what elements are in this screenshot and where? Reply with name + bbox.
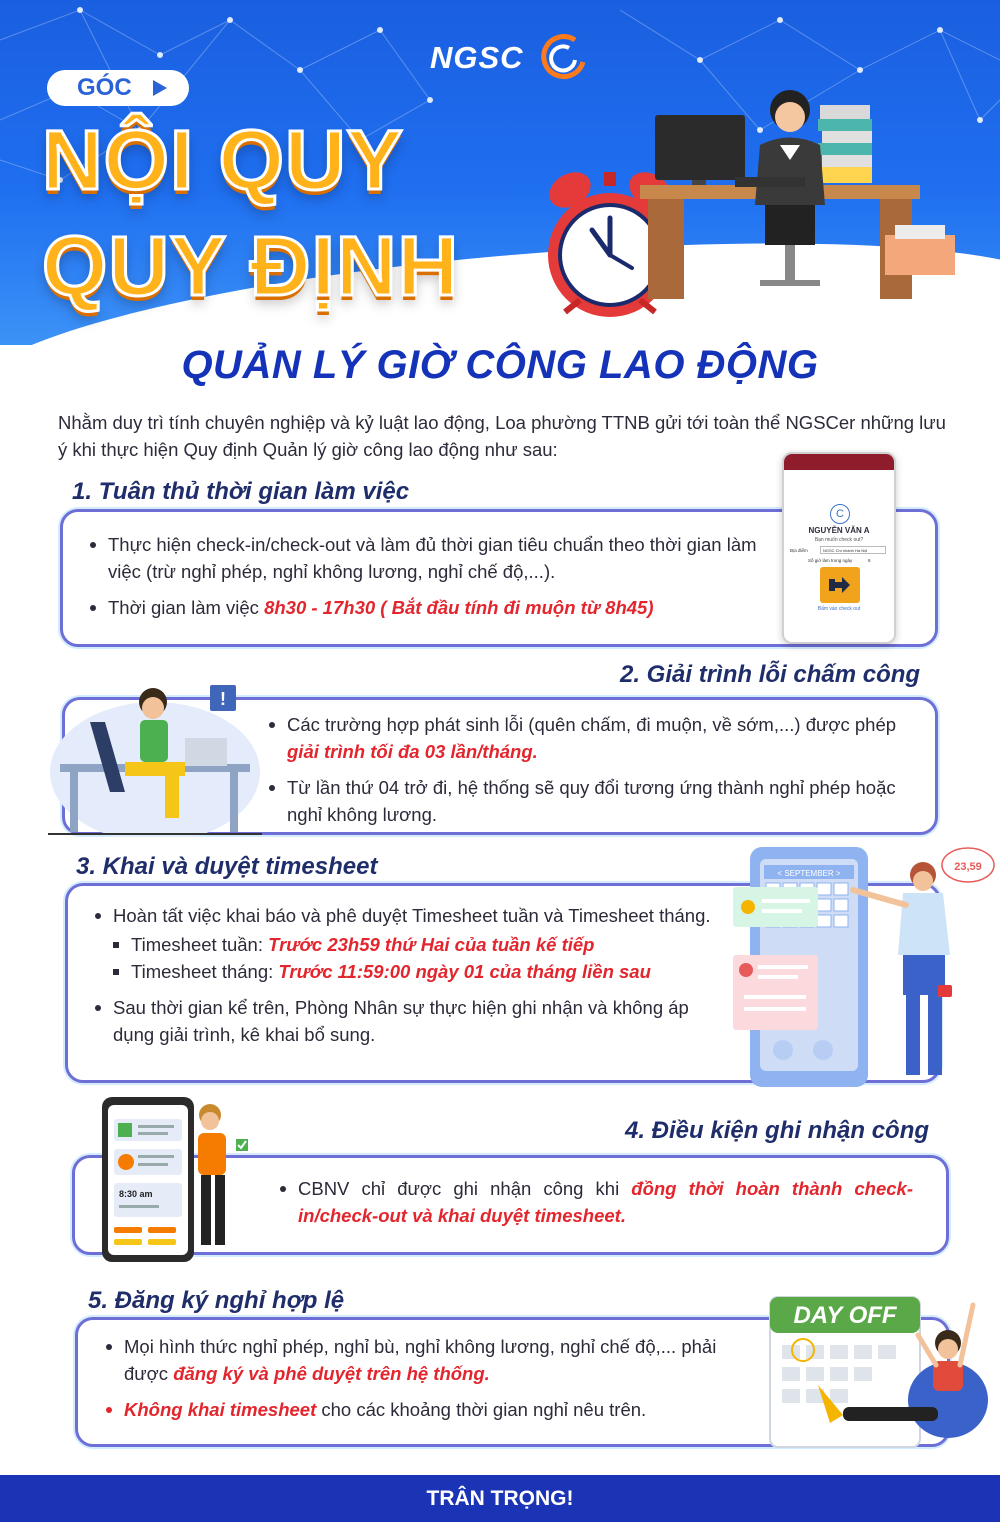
- phone-hours-value: 8: [868, 558, 871, 563]
- intro-paragraph: Nhằm duy trì tính chuyên nghiệp và kỷ luật lao động, Loa phường TTNB gửi tới toàn thể NGSCer những lưu ý khi thực hiện Quy định Quản lý giờ công lao động như sau:: [58, 412, 946, 460]
- list-item-text: Thời gian làm việc: [108, 597, 265, 618]
- list-item: Từ lần thứ 04 trở đi, hệ thống sẽ quy đổi tương ứng thành nghỉ phép hoặc nghỉ không lương.: [267, 774, 917, 828]
- clock-bubble-text: 23,59: [954, 861, 982, 873]
- list-item: [104, 1396, 754, 1423]
- list-item: [267, 711, 917, 765]
- title-line-2: QUY ĐỊNH: [42, 219, 460, 313]
- highlight-text: Trước 11:59:00 ngày 01 của tháng liền sau: [278, 961, 651, 982]
- corner-label-text: GÓC: [77, 74, 132, 101]
- phone-checkout-mockup: [782, 452, 896, 644]
- section-2-list: [267, 711, 917, 837]
- page-title: QUẢN LÝ GIỜ CÔNG LAO ĐỘNG: [181, 343, 819, 387]
- title-line-1: NỘI QUY: [42, 113, 404, 207]
- day-off-label: DAY OFF: [793, 1302, 897, 1329]
- section-5-list: [104, 1333, 754, 1432]
- section-1-list: [88, 531, 758, 630]
- phone-location-label: Địa điểm: [790, 548, 808, 553]
- checkout-caption: Bấm vào check out: [817, 606, 861, 612]
- list-item-text: Timesheet tháng:: [131, 961, 279, 982]
- highlight-text: Trước 23h59 thứ Hai của tuần kế tiếp: [268, 934, 595, 955]
- phone-location-select[interactable]: NGSC Chi nhánh Hà Nội: [820, 546, 886, 554]
- phone-user-name: NGUYỄN VĂN A: [808, 526, 870, 535]
- section-3-list: [93, 902, 733, 1057]
- phone-hours-label: Số giờ làm trong ngày: [808, 558, 853, 563]
- avatar: C: [830, 504, 850, 524]
- section-2-title: 2. Giải trình lỗi chấm công: [620, 661, 921, 688]
- calendar-phone-illustration: [728, 845, 998, 1090]
- timesheet-phone-illustration: [98, 1095, 268, 1265]
- checkout-button[interactable]: [820, 567, 860, 603]
- calendar-month-label: < SEPTEMBER >: [777, 869, 841, 878]
- section-3-title: 3. Khai và duyệt timesheet: [76, 853, 378, 880]
- day-off-illustration: [768, 1295, 993, 1455]
- brand-logo-text: NGSC: [430, 40, 524, 75]
- svg-text:!: !: [220, 689, 226, 709]
- list-item-text: Các trường hợp phát sinh lỗi (quên chấm, đi muộn, về sớm,...) được phép: [287, 714, 897, 735]
- list-item-text: Mọi hình thức nghỉ phép, nghỉ bù, nghỉ không lương, nghỉ chế độ,... phải được: [124, 1336, 717, 1384]
- header-banner: [0, 0, 1000, 345]
- footer-banner: [0, 1475, 1000, 1522]
- section-4-list: [278, 1175, 913, 1238]
- office-worker-illustration: [640, 85, 980, 315]
- sub-list-item: [93, 958, 733, 985]
- highlight-text: Không khai timesheet: [124, 1399, 317, 1420]
- phone-question: Bạn muốn check out?: [814, 537, 864, 543]
- list-item: Sau thời gian kể trên, Phòng Nhân sự thực hiện ghi nhận và không áp dụng giải trình, kê khai bổ sung.: [93, 994, 733, 1048]
- footer-text: TRÂN TRỌNG!: [426, 1486, 574, 1510]
- phone-time-label: 8:30 am: [119, 1189, 153, 1199]
- list-item: Hoàn tất việc khai báo và phê duyệt Timesheet tuần và Timesheet tháng.: [93, 902, 733, 929]
- highlight-text: giải trình tối đa 03 lần/tháng.: [287, 741, 538, 762]
- laptop-worker-illustration: [45, 682, 265, 837]
- list-item-text: CBNV chỉ được ghi nhận công khi: [298, 1178, 632, 1199]
- list-item: [278, 1175, 913, 1229]
- play-icon: [153, 80, 167, 96]
- logout-arrow-icon: [829, 576, 851, 594]
- list-item: [88, 594, 758, 621]
- brand-logo-icon: [535, 30, 590, 80]
- corner-label-badge: [47, 70, 189, 106]
- section-1-title: 1. Tuân thủ thời gian làm việc: [72, 478, 410, 505]
- highlight-text: 8h30 - 17h30 ( Bắt đầu tính đi muộn từ 8h45): [264, 597, 654, 618]
- list-item: Thực hiện check-in/check-out và làm đủ thời gian tiêu chuẩn theo thời gian làm việc (trừ nghỉ phép, nghỉ không lương, nghỉ chế độ,...).: [88, 531, 758, 585]
- list-item-text: Timesheet tuần:: [131, 934, 269, 955]
- list-item-text: cho các khoảng thời gian nghỉ nêu trên.: [316, 1399, 647, 1420]
- highlight-text: đồng thời hoàn thành check-in/check-out và khai duyệt timesheet.: [298, 1178, 913, 1226]
- sub-list-item: [93, 931, 733, 958]
- list-item: [104, 1333, 754, 1387]
- section-5-title: 5. Đăng ký nghỉ hợp lệ: [88, 1287, 345, 1314]
- highlight-text: đăng ký và phê duyệt trên hệ thống.: [173, 1363, 490, 1384]
- section-4-title: 4. Điều kiện ghi nhận công: [625, 1117, 930, 1144]
- phone-status-bar: [784, 454, 894, 470]
